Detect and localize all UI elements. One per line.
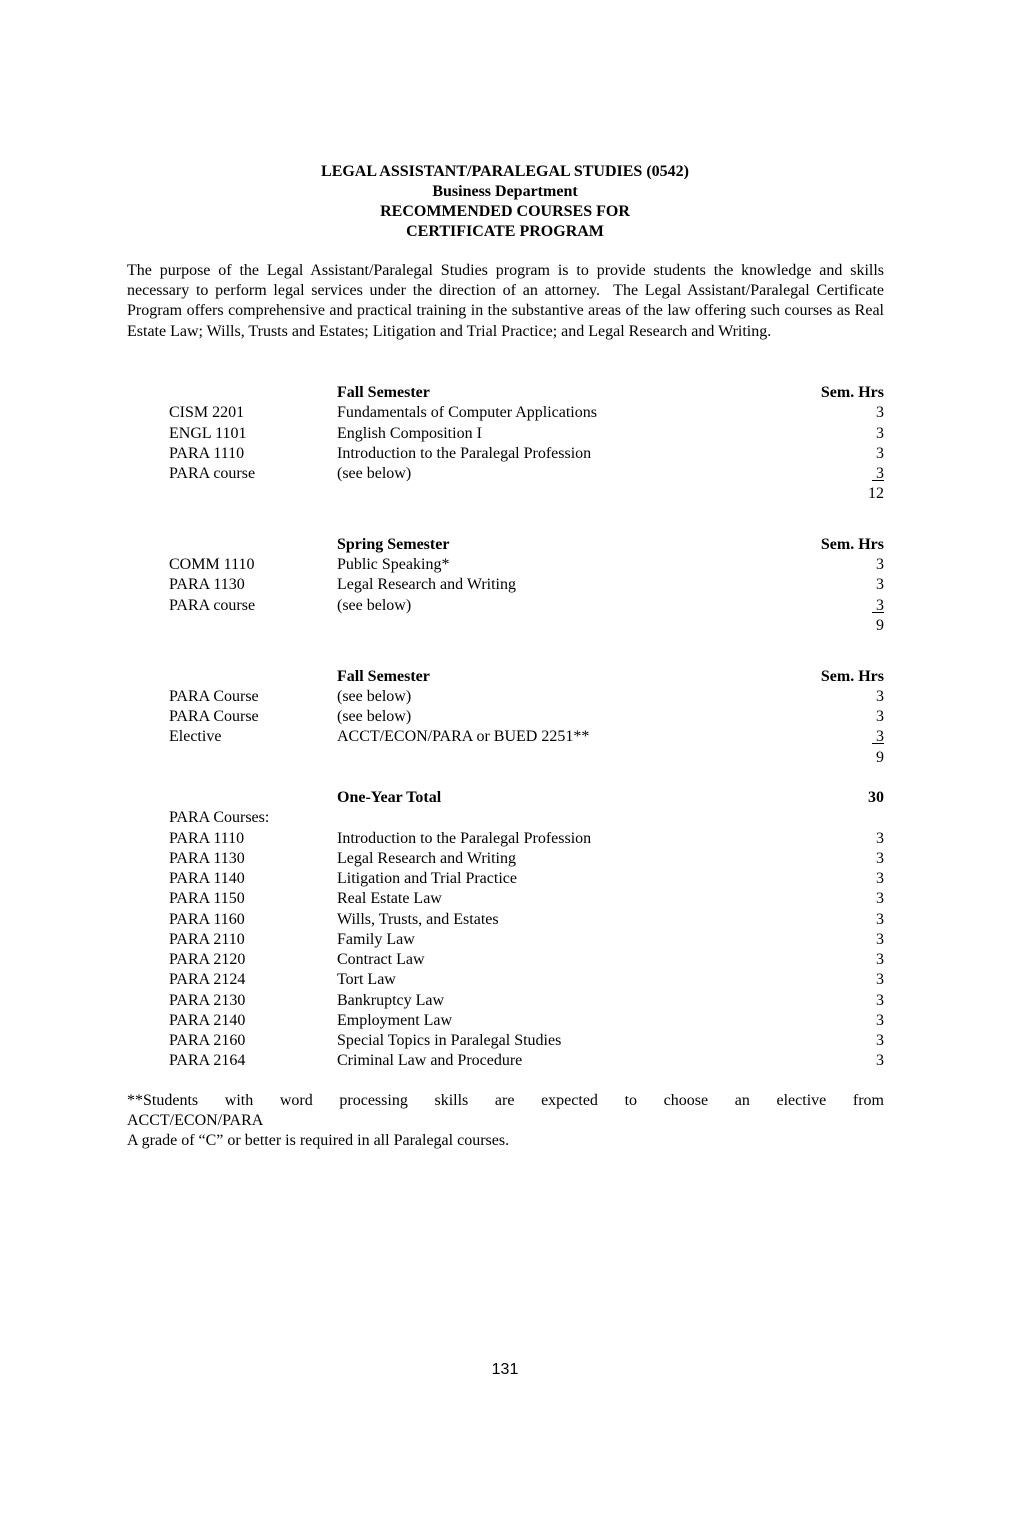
course-hours: 3 xyxy=(876,404,884,422)
para-course-row xyxy=(169,1031,884,1051)
course-code: PARA course xyxy=(169,596,256,614)
course-title: Introduction to the Paralegal Profession xyxy=(337,829,592,847)
course-title: Legal Research and Writing xyxy=(337,576,516,594)
course-code: PARA 1140 xyxy=(169,870,245,887)
course-title: Public Speaking* xyxy=(337,556,450,574)
sem-hrs-heading: Sem. Hrs xyxy=(820,384,884,401)
course-hours: 3 xyxy=(876,910,884,928)
one-year-total-value: 30 xyxy=(868,789,884,806)
course-hours: 3 xyxy=(876,870,884,887)
course-title: ACCT/ECON/PARA or BUED 2251** xyxy=(337,728,590,746)
sem-hrs-heading: Sem. Hrs xyxy=(820,667,884,685)
course-code: PARA 1110 xyxy=(169,444,245,462)
course-code: PARA 2120 xyxy=(169,951,246,968)
course-code: PARA Course xyxy=(169,687,259,705)
course-title: Criminal Law and Procedure xyxy=(337,1052,523,1070)
course-code: PARA 1150 xyxy=(169,890,245,908)
para-course-row xyxy=(169,829,884,849)
course-hours: 3 xyxy=(876,576,884,594)
course-code: PARA 2124 xyxy=(169,971,246,989)
program-title: LEGAL ASSISTANT/PARALEGAL STUDIES (0542) xyxy=(321,163,689,180)
semester-heading: Fall Semester xyxy=(337,667,430,685)
course-row xyxy=(169,464,884,484)
semester-heading: Fall Semester xyxy=(337,384,430,401)
semester-total-hours: 9 xyxy=(876,616,884,634)
course-title: (see below) xyxy=(337,465,412,482)
semester-total-hours: 9 xyxy=(876,748,884,766)
course-code: COMM 1110 xyxy=(169,556,255,574)
course-title: Bankruptcy Law xyxy=(337,991,445,1009)
course-code: PARA 1130 xyxy=(169,576,245,594)
course-title: Employment Law xyxy=(337,1011,453,1029)
course-title: Real Estate Law xyxy=(337,890,442,908)
course-title: Family Law xyxy=(337,930,415,948)
para-course-row xyxy=(169,889,884,909)
course-row xyxy=(169,707,884,727)
course-title: (see below) xyxy=(337,708,412,725)
course-row xyxy=(169,575,884,595)
course-code: ENGL 1101 xyxy=(169,424,247,442)
course-title: Introduction to the Paralegal Profession xyxy=(337,444,592,462)
course-hours: 3 xyxy=(876,556,884,574)
course-hours: 3 xyxy=(876,1011,884,1029)
course-code: PARA 2130 xyxy=(169,991,246,1009)
semester-heading-row xyxy=(169,383,884,403)
course-hours: 3 xyxy=(876,829,884,847)
course-title: Contract Law xyxy=(337,951,425,968)
elective-footnote-continued: ACCT/ECON/PARA xyxy=(127,1112,264,1129)
para-course-row xyxy=(169,950,884,970)
course-code: PARA course xyxy=(169,465,256,482)
course-hours: 3 xyxy=(876,1052,884,1070)
para-course-row xyxy=(169,1051,884,1071)
para-courses-label: PARA Courses: xyxy=(169,809,270,827)
one-year-total-label: One-Year Total xyxy=(337,789,442,806)
course-hours: 3 xyxy=(876,890,884,908)
course-code: PARA 2164 xyxy=(169,1052,246,1070)
program-description xyxy=(127,261,884,342)
para-course-row xyxy=(169,991,884,1011)
para-course-row xyxy=(169,910,884,930)
course-hours: 3 xyxy=(876,849,884,867)
document-header xyxy=(0,162,1010,242)
course-code: CISM 2201 xyxy=(169,404,245,422)
course-hours: 3 xyxy=(876,465,884,482)
semester-heading: Spring Semester xyxy=(337,535,450,553)
course-title: (see below) xyxy=(337,687,412,705)
course-code: PARA 2140 xyxy=(169,1011,246,1029)
semester-total-hours: 12 xyxy=(868,485,884,503)
course-title: Tort Law xyxy=(337,971,396,989)
course-hours: 3 xyxy=(876,1032,884,1049)
course-row xyxy=(169,424,884,444)
grade-requirement-note: A grade of “C” or better is required in all Paralegal courses. xyxy=(127,1132,510,1149)
course-hours: 3 xyxy=(876,444,884,462)
section-heading-line1: RECOMMENDED COURSES FOR xyxy=(380,203,630,220)
course-hours: 3 xyxy=(876,596,884,614)
course-row xyxy=(169,444,884,464)
elective-footnote: **Students with word processing skills are expected to choose an elective from xyxy=(127,1092,884,1109)
course-code: PARA 2110 xyxy=(169,930,245,948)
course-code: PARA 1130 xyxy=(169,849,245,867)
course-row xyxy=(169,403,884,423)
course-title: Wills, Trusts, and Estates xyxy=(337,910,499,928)
para-course-row xyxy=(169,930,884,950)
para-course-row xyxy=(169,849,884,869)
para-courses-label-row xyxy=(169,808,884,828)
para-course-row xyxy=(169,970,884,990)
program-description-last-line: Litigation and Trial Practice; and Legal Research and Writing. xyxy=(372,322,772,340)
course-title: Fundamentals of Computer Applications xyxy=(337,404,597,422)
semester-heading-row xyxy=(169,667,884,687)
department-name: Business Department xyxy=(432,183,578,200)
course-title: (see below) xyxy=(337,596,412,614)
course-row xyxy=(169,596,884,616)
course-hours: 3 xyxy=(876,930,884,948)
page-number: 131 xyxy=(491,1361,519,1378)
section-heading-line2: CERTIFICATE PROGRAM xyxy=(406,223,604,240)
semester-heading-row xyxy=(169,535,884,555)
course-hours: 3 xyxy=(876,991,884,1009)
course-row xyxy=(169,727,884,747)
para-course-row xyxy=(169,1011,884,1031)
course-code: PARA 2160 xyxy=(169,1032,246,1049)
semester-total-row xyxy=(169,484,884,504)
course-code: Elective xyxy=(169,728,222,746)
footnotes xyxy=(127,1091,884,1151)
semester-total-row xyxy=(169,748,884,768)
course-title: English Composition I xyxy=(337,424,482,442)
course-hours: 3 xyxy=(876,687,884,705)
course-title: Special Topics in Paralegal Studies xyxy=(337,1032,562,1049)
program-description-body: The purpose of the Legal Assistant/Paralegal Studies program is to provide students the knowledge and skills necessary to perform legal services under the direction of an attorney. The Legal Assistant/Paralegal Certificate Program offers comprehensive and practical training in the substantive areas of the law offering such courses as Real Estate Law; Wills, Trusts and Estates; xyxy=(127,262,884,340)
para-course-row xyxy=(169,869,884,889)
course-hours: 3 xyxy=(876,708,884,725)
semester-total-row xyxy=(169,616,884,636)
course-code: PARA Course xyxy=(169,708,259,725)
sem-hrs-heading: Sem. Hrs xyxy=(820,535,884,553)
course-code: PARA 1160 xyxy=(169,910,245,928)
one-year-total-row xyxy=(169,788,884,808)
course-title: Legal Research and Writing xyxy=(337,849,516,867)
course-code: PARA 1110 xyxy=(169,829,245,847)
course-hours: 3 xyxy=(876,971,884,989)
course-hours: 3 xyxy=(876,728,884,746)
course-hours: 3 xyxy=(876,424,884,442)
course-row xyxy=(169,555,884,575)
course-hours: 3 xyxy=(876,951,884,968)
course-row xyxy=(169,687,884,707)
course-title: Litigation and Trial Practice xyxy=(337,870,517,887)
